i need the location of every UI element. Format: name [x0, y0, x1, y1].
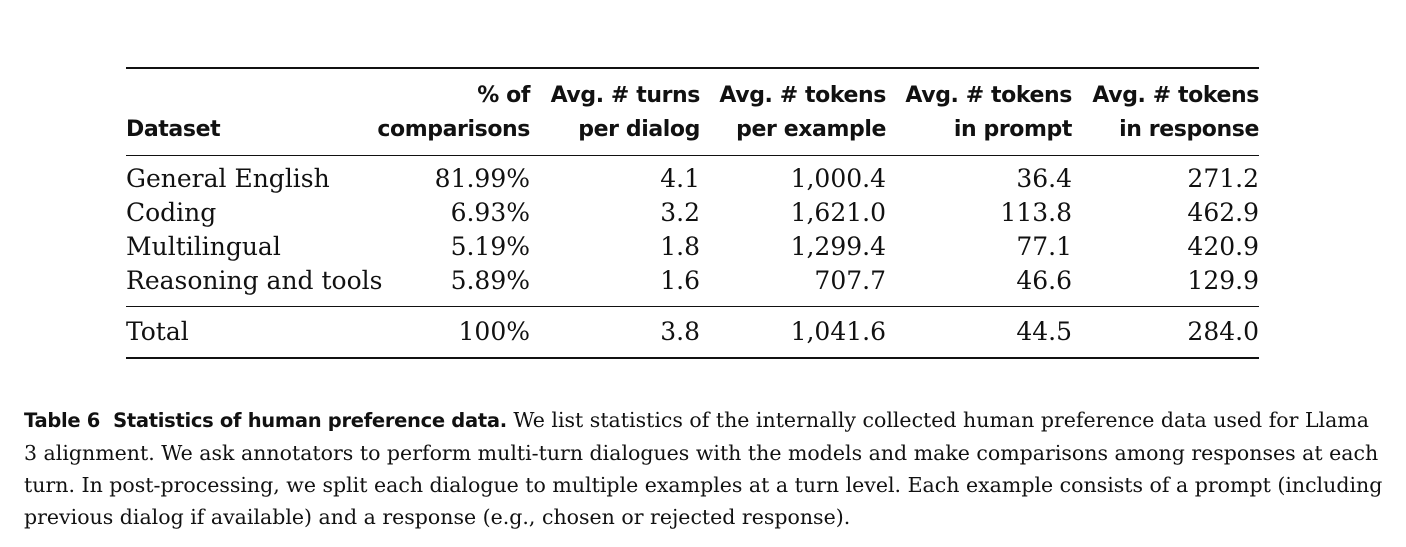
caption-text: We list statistics of the internally collected human preference data used for Llama 3 alignment. We ask annotators to perform multi-turn dialogues with the models and make comparisons among responses at each turn. In post-processing, we split each dialogue to multiple examples at a turn level. Each example consists of a prompt (including previous dialog if available) and a response (e.g., chosen or rejected response).	[24, 408, 1383, 529]
human-preference-statistics-table	[126, 67, 1259, 359]
total-tokens-response: 284.0	[1187, 317, 1259, 346]
cell-comparisons: 5.89%	[450, 266, 530, 295]
table-row	[126, 156, 1259, 197]
cell-tokens-response: 129.9	[1187, 266, 1259, 295]
cell-comparisons: 5.19%	[450, 232, 530, 261]
cell-turns: 1.6	[660, 266, 700, 295]
caption-label: Table 6	[24, 409, 101, 432]
table-body	[126, 156, 1259, 307]
cell-tokens-prompt: 36.4	[1016, 164, 1072, 193]
cell-tokens-example: 1,299.4	[790, 232, 886, 261]
cell-tokens-example: 1,000.4	[790, 164, 886, 193]
cell-turns: 3.2	[660, 198, 700, 227]
total-row	[126, 307, 1259, 359]
table-row	[126, 196, 1259, 230]
cell-tokens-example: 707.7	[814, 266, 886, 295]
cell-dataset: General English	[126, 164, 330, 193]
cell-tokens-response: 462.9	[1187, 198, 1259, 227]
table-footer	[126, 307, 1259, 359]
header-turns	[530, 68, 700, 156]
cell-tokens-example: 1,621.0	[790, 198, 886, 227]
total-comparisons: 100%	[458, 317, 530, 346]
header-dataset	[126, 68, 376, 156]
header-tokens-prompt-line1: Avg. # tokens	[905, 83, 1072, 108]
header-comparisons-line2: comparisons	[377, 117, 530, 142]
cell-tokens-response: 420.9	[1187, 232, 1259, 261]
total-tokens-prompt: 44.5	[1016, 317, 1072, 346]
cell-turns: 1.8	[660, 232, 700, 261]
header-tokens-response-line1: Avg. # tokens	[1092, 83, 1259, 108]
header-tokens-prompt-line2: in prompt	[953, 117, 1072, 142]
header-turns-line2: per dialog	[578, 117, 700, 142]
total-tokens-example: 1,041.6	[790, 317, 886, 346]
table-row	[126, 264, 1259, 307]
cell-dataset: Multilingual	[126, 232, 281, 261]
cell-dataset: Coding	[126, 198, 217, 227]
header-comparisons-line1: % of	[477, 83, 530, 108]
cell-comparisons: 6.93%	[450, 198, 530, 227]
statistics-table-container	[126, 67, 1259, 359]
header-comparisons	[376, 68, 530, 156]
table-header	[126, 68, 1259, 156]
header-tokens-example	[700, 68, 886, 156]
table-caption	[24, 404, 1384, 533]
header-tokens-example-line2: per example	[736, 117, 886, 142]
total-turns: 3.8	[660, 317, 700, 346]
header-tokens-prompt	[886, 68, 1072, 156]
cell-comparisons: 81.99%	[434, 164, 530, 193]
cell-dataset: Reasoning and tools	[126, 266, 383, 295]
header-tokens-response	[1072, 68, 1259, 156]
cell-turns: 4.1	[660, 164, 700, 193]
header-turns-line1: Avg. # turns	[550, 83, 700, 108]
total-label: Total	[126, 317, 189, 346]
table-row	[126, 230, 1259, 264]
header-tokens-response-line2: in response	[1119, 117, 1259, 142]
cell-tokens-prompt: 113.8	[1000, 198, 1072, 227]
header-row	[126, 68, 1259, 156]
header-dataset-line1	[126, 79, 376, 113]
cell-tokens-response: 271.2	[1187, 164, 1259, 193]
cell-tokens-prompt: 77.1	[1016, 232, 1072, 261]
header-dataset-line2: Dataset	[126, 117, 221, 142]
cell-tokens-prompt: 46.6	[1016, 266, 1072, 295]
caption-title: Statistics of human preference data.	[113, 409, 507, 432]
header-tokens-example-line1: Avg. # tokens	[719, 83, 886, 108]
